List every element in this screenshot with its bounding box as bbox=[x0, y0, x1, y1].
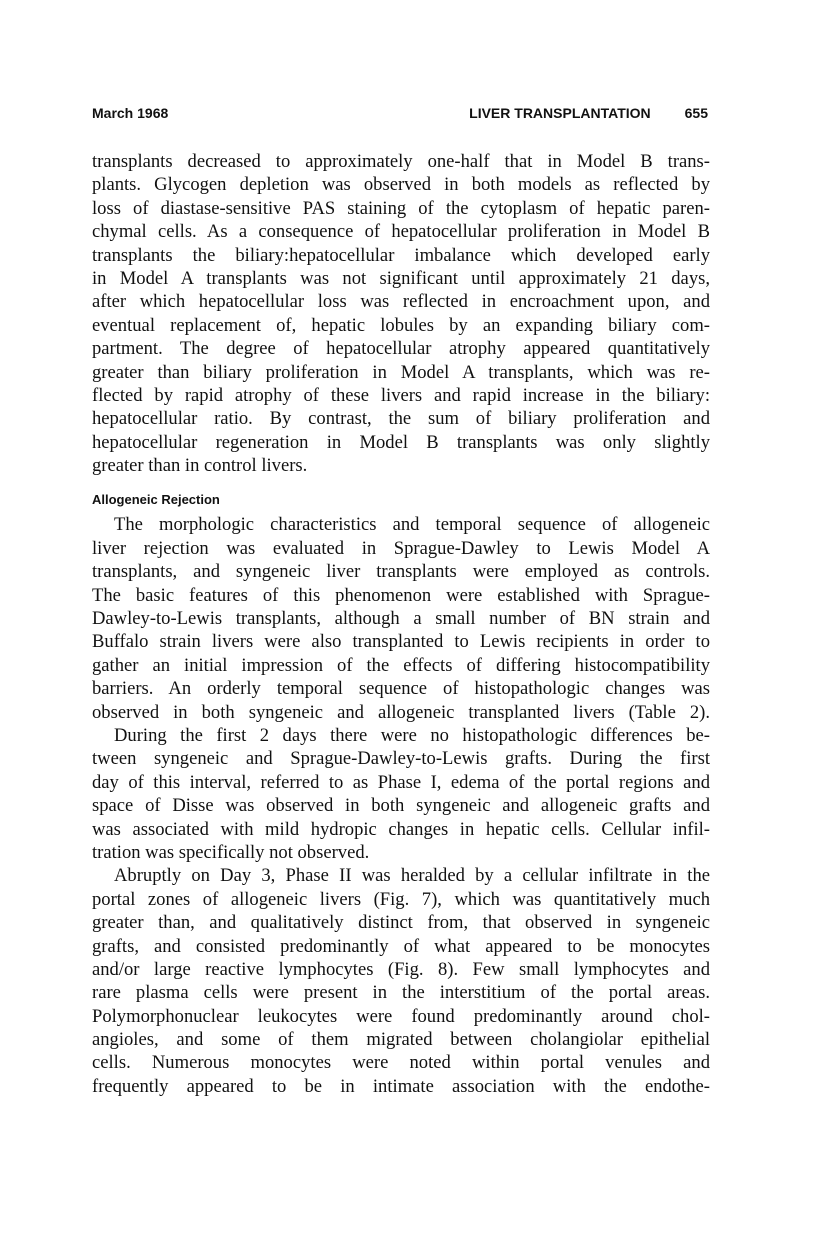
text-line: transplants the biliary:hepatocellular imbalance which developed early bbox=[92, 244, 710, 266]
text-line: greater than biliary proliferation in Model A transplants, which was re- bbox=[92, 361, 710, 383]
page-number: 655 bbox=[684, 105, 708, 121]
text-line: eventual replacement of, hepatic lobules by an expanding biliary com- bbox=[92, 314, 710, 336]
paragraph-1 bbox=[92, 150, 710, 477]
text-line: chymal cells. As a consequence of hepatocellular proliferation in Model B bbox=[92, 221, 710, 243]
text-line: was associated with mild hydropic changes in hepatic cells. Cellular infil- bbox=[92, 818, 710, 840]
text-line: flected by rapid atrophy of these livers and rapid increase in the biliary: bbox=[92, 384, 710, 406]
header-right bbox=[469, 105, 708, 121]
text-line: hepatocellular ratio. By contrast, the sum of biliary proliferation and bbox=[92, 408, 710, 430]
text-line: Dawley-to-Lewis transplants, although a small number of BN strain and bbox=[92, 608, 710, 630]
text-line: portal zones of allogeneic livers (Fig. 7), which was quantitatively much bbox=[92, 888, 710, 910]
text-line: frequently appeared to be in intimate association with the endothe- bbox=[92, 1075, 710, 1097]
text-line: transplants decreased to approximately one-half that in Model B trans- bbox=[92, 151, 710, 172]
text-line: The basic features of this phenomenon were established with Sprague- bbox=[92, 584, 710, 606]
text-line: tween syngeneic and Sprague-Dawley-to-Lewis grafts. During the first bbox=[92, 748, 710, 770]
text-line: day of this interval, referred to as Phase I, edema of the portal regions and bbox=[92, 771, 710, 793]
text-line: after which hepatocellular loss was reflected in encroachment upon, and bbox=[92, 291, 710, 313]
text-line: The morphologic characteristics and temporal sequence of allogeneic bbox=[114, 514, 710, 536]
text-line: greater than in control livers. bbox=[92, 455, 308, 477]
text-line: Buffalo strain livers were also transplanted to Lewis recipients in order to bbox=[92, 631, 710, 653]
text-line: and/or large reactive lymphocytes (Fig. 8). Few small lymphocytes and bbox=[92, 958, 710, 980]
text-line: space of Disse was observed in both syngeneic and allogeneic grafts and bbox=[92, 795, 710, 817]
running-title: LIVER TRANSPLANTATION bbox=[469, 105, 651, 121]
paragraph-3 bbox=[92, 724, 710, 864]
paragraph-2 bbox=[92, 513, 710, 724]
text-line: in Model A transplants was not significant until approximately 21 days, bbox=[92, 267, 710, 289]
text-line: grafts, and consisted predominantly of what appeared to be monocytes bbox=[92, 935, 710, 957]
paragraph-4 bbox=[92, 864, 710, 1098]
text-line: angioles, and some of them migrated between cholangiolar epithelial bbox=[92, 1029, 710, 1051]
header-date: March 1968 bbox=[92, 105, 169, 121]
text-line: tration was specifically not observed. bbox=[92, 841, 370, 863]
body-text bbox=[92, 150, 710, 1098]
text-line: liver rejection was evaluated in Sprague-Dawley to Lewis Model A bbox=[92, 537, 710, 559]
text-line: rare plasma cells were present in the interstitium of the portal areas. bbox=[92, 982, 710, 1004]
text-line: hepatocellular regeneration in Model B transplants was only slightly bbox=[92, 431, 710, 453]
text-line: transplants, and syngeneic liver transplants were employed as controls. bbox=[92, 561, 710, 583]
text-line: gather an initial impression of the effects of differing histocompatibility bbox=[92, 654, 710, 676]
text-line: Polymorphonuclear leukocytes were found predominantly around chol- bbox=[92, 1005, 710, 1027]
text-line: During the first 2 days there were no histopathologic differences be- bbox=[114, 724, 710, 746]
text-line: observed in both syngeneic and allogeneic transplanted livers (Table 2). bbox=[92, 701, 710, 723]
text-line: plants. Glycogen depletion was observed in both models as reflected by bbox=[92, 174, 710, 196]
text-line: greater than, and qualitatively distinct from, that observed in syngeneic bbox=[92, 912, 710, 934]
text-line: barriers. An orderly temporal sequence of histopathologic changes was bbox=[92, 678, 710, 700]
text-line: loss of diastase-sensitive PAS staining of the cytoplasm of hepatic paren- bbox=[92, 197, 710, 219]
text-line: partment. The degree of hepatocellular atrophy appeared quantitatively bbox=[92, 338, 710, 360]
text-line: cells. Numerous monocytes were noted within portal venules and bbox=[92, 1052, 710, 1074]
section-heading: Allogeneic Rejection bbox=[92, 492, 220, 508]
text-line: Abruptly on Day 3, Phase II was heralded by a cellular infiltrate in the bbox=[114, 865, 710, 887]
running-header bbox=[92, 105, 708, 127]
